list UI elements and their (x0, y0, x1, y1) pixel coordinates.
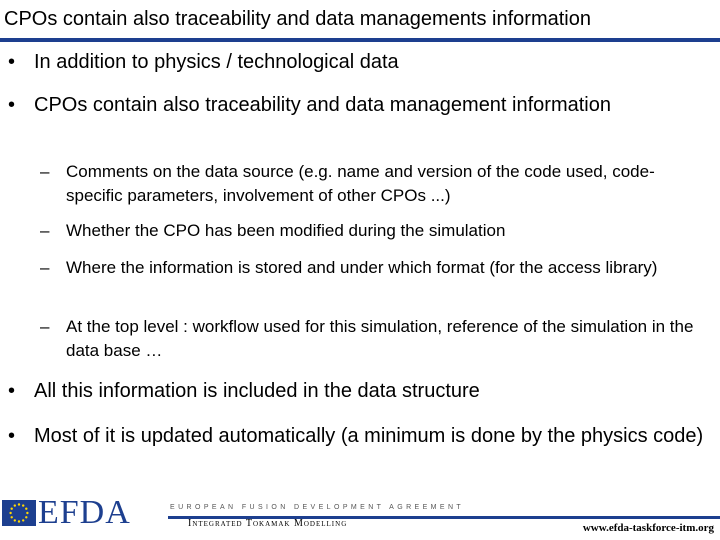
sub-item-text: Where the information is stored and under which format (for the access library) (66, 258, 658, 277)
bullet-text: All this information is included in the data structure (34, 380, 480, 402)
sub-item-text: At the top level : workflow used for this simulation, reference of the simulation in the data base … (66, 317, 694, 360)
slide-title: CPOs contain also traceability and data managements information (4, 8, 591, 30)
efda-logo: EFDA (38, 494, 131, 531)
sub-symbol: – (40, 317, 50, 336)
eu-flag-icon (2, 500, 36, 526)
website-link[interactable]: www.efda-taskforce-itm.org (582, 522, 714, 534)
footer (0, 492, 720, 540)
itm-text: Integrated Tokamak Modelling (188, 518, 348, 529)
bullet-symbol: • (8, 380, 16, 402)
sub-symbol: – (40, 162, 50, 181)
sub-item-text: Whether the CPO has been modified during the simulation (66, 221, 506, 240)
bullet-symbol: • (8, 94, 16, 116)
bullet-text: Most of it is updated automatically (a minimum is done by the physics code) (34, 425, 704, 447)
bullet-text: CPOs contain also traceability and data management information (34, 94, 611, 116)
bullet-symbol: • (8, 51, 16, 73)
sub-item-text: Comments on the data source (e.g. name and version of the code used, code-specific parameters, involvement of other CPOs ...) (66, 162, 655, 205)
sub-symbol: – (40, 258, 50, 277)
title-rule (0, 38, 720, 42)
bullet-text: In addition to physics / technological data (34, 51, 399, 73)
sub-symbol: – (40, 221, 50, 240)
efda-agreement-text: EUROPEAN FUSION DEVELOPMENT AGREEMENT (170, 504, 465, 511)
bullet-symbol: • (8, 425, 16, 447)
